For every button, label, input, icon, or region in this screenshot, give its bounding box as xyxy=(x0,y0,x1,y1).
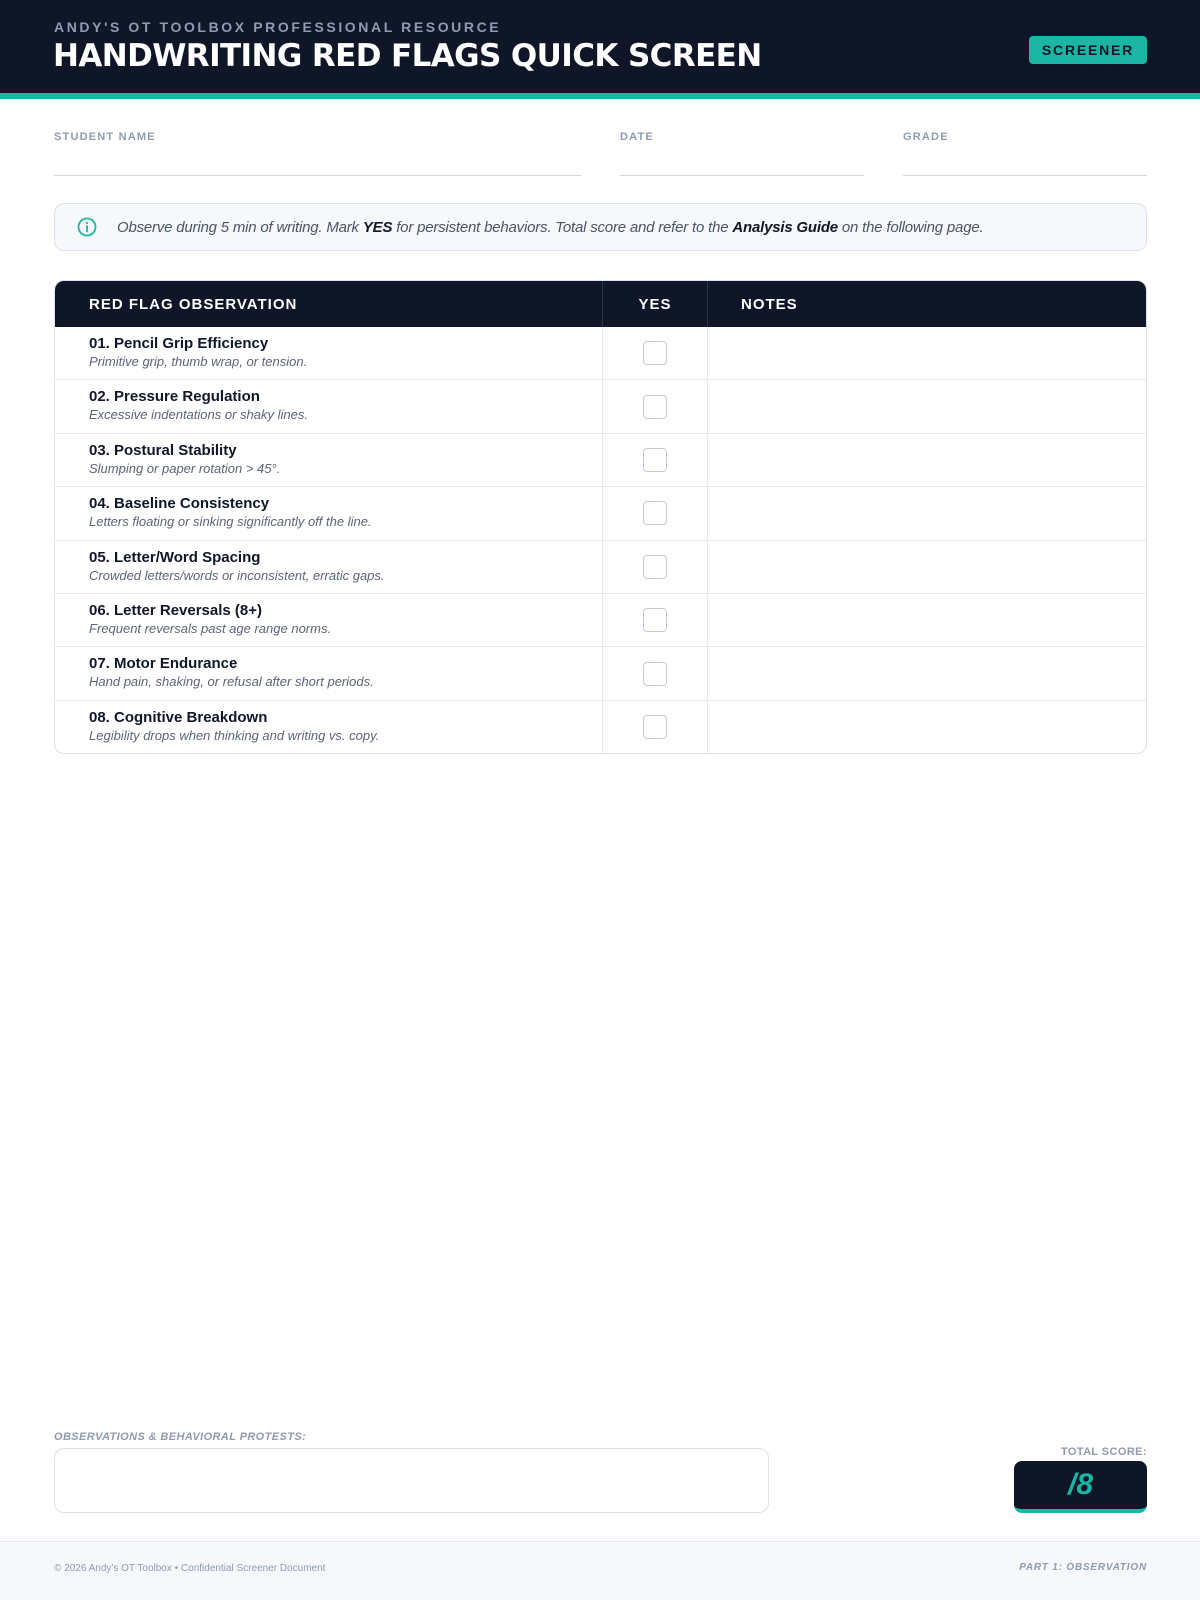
yes-checkbox[interactable] xyxy=(643,341,667,365)
observation-description: Hand pain, shaking, or refusal after short periods. xyxy=(89,674,374,690)
observation-cell xyxy=(55,541,603,593)
resource-eyebrow: ANDY'S OT TOOLBOX PROFESSIONAL RESOURCE xyxy=(54,19,502,35)
instructions-text: Observe during 5 min of writing. Mark YES for persistent behaviors. Total score and refer to the Analysis Guide on the following page. xyxy=(117,218,984,236)
observation-title: 02. Pressure Regulation xyxy=(89,388,260,406)
observation-cell xyxy=(55,594,603,646)
observation-title: 06. Letter Reversals (8+) xyxy=(89,601,263,619)
observation-description: Legibility drops when thinking and writing vs. copy. xyxy=(89,727,380,743)
notes-cell[interactable] xyxy=(708,541,1146,593)
table-row xyxy=(55,647,1146,700)
observation-cell xyxy=(55,487,603,539)
yes-checkbox[interactable] xyxy=(643,448,667,472)
footer-copyright: © 2026 Andy's OT Toolbox • Confidential Screener Document xyxy=(54,1563,326,1574)
observation-description: Crowded letters/words or inconsistent, erratic gaps. xyxy=(89,567,385,583)
yes-cell xyxy=(603,434,708,486)
info-icon xyxy=(76,216,98,238)
yes-cell xyxy=(603,327,708,379)
observation-description: Slumping or paper rotation > 45°. xyxy=(89,460,281,476)
observation-description: Excessive indentations or shaky lines. xyxy=(89,407,308,423)
notes-cell[interactable] xyxy=(708,327,1146,379)
notes-cell[interactable] xyxy=(708,434,1146,486)
page-header xyxy=(0,0,1200,99)
observation-cell xyxy=(55,647,603,699)
observation-description: Primitive grip, thumb wrap, or tension. xyxy=(89,354,308,369)
page-title: HANDWRITING RED FLAGS QUICK SCREEN xyxy=(53,38,762,74)
instructions-banner xyxy=(54,203,1147,251)
yes-checkbox[interactable] xyxy=(643,555,667,579)
footer-part-label: PART 1: OBSERVATION xyxy=(1019,1562,1147,1573)
observation-description: Frequent reversals past age range norms. xyxy=(89,620,332,636)
observation-cell xyxy=(55,380,603,432)
notes-cell[interactable] xyxy=(708,594,1146,646)
yes-checkbox[interactable] xyxy=(643,715,667,739)
observation-title: 08. Cognitive Breakdown xyxy=(89,708,268,726)
screener-badge: SCREENER xyxy=(1029,36,1147,64)
yes-cell xyxy=(603,541,708,593)
observation-description: Letters floating or sinking significantly off the line. xyxy=(89,514,372,530)
date-label: DATE xyxy=(620,131,654,143)
yes-checkbox[interactable] xyxy=(643,662,667,686)
red-flag-table xyxy=(54,280,1147,754)
observation-title: 04. Baseline Consistency xyxy=(89,495,270,513)
notes-cell[interactable] xyxy=(708,647,1146,699)
table-row xyxy=(55,487,1146,540)
notes-cell[interactable] xyxy=(708,380,1146,432)
observation-title: 05. Letter/Word Spacing xyxy=(89,548,261,566)
observation-title: 03. Postural Stability xyxy=(89,441,237,459)
observation-cell xyxy=(55,701,603,754)
table-row xyxy=(55,701,1146,754)
student-name-field[interactable] xyxy=(54,131,581,176)
total-score-box[interactable]: /8 xyxy=(1014,1461,1147,1513)
observations-label: OBSERVATIONS & BEHAVIORAL PROTESTS: xyxy=(54,1431,307,1443)
observation-cell xyxy=(55,434,603,486)
yes-cell xyxy=(603,701,708,754)
notes-cell[interactable] xyxy=(708,487,1146,539)
grade-field[interactable] xyxy=(903,131,1147,176)
table-row xyxy=(55,380,1146,433)
yes-cell xyxy=(603,647,708,699)
yes-cell xyxy=(603,380,708,432)
yes-checkbox[interactable] xyxy=(643,395,667,419)
observation-cell xyxy=(55,327,603,379)
table-row xyxy=(55,541,1146,594)
notes-column-header: NOTES xyxy=(741,295,798,313)
observation-column-header: RED FLAG OBSERVATION xyxy=(55,281,603,327)
table-header xyxy=(55,281,1146,327)
notes-cell[interactable] xyxy=(708,701,1146,754)
yes-checkbox[interactable] xyxy=(643,501,667,525)
grade-label: GRADE xyxy=(903,131,949,143)
table-row xyxy=(55,594,1146,647)
observations-box[interactable] xyxy=(54,1448,769,1513)
date-field[interactable] xyxy=(620,131,864,176)
student-name-label: STUDENT NAME xyxy=(54,131,156,143)
observation-title: 01. Pencil Grip Efficiency xyxy=(89,335,269,352)
page-footer xyxy=(0,1541,1200,1600)
yes-column-header: YES xyxy=(603,281,708,327)
table-row xyxy=(55,434,1146,487)
yes-cell xyxy=(603,487,708,539)
yes-cell xyxy=(603,594,708,646)
table-row xyxy=(55,327,1146,380)
total-score-label: TOTAL SCORE: xyxy=(1060,1446,1147,1458)
observation-title: 07. Motor Endurance xyxy=(89,655,238,673)
yes-checkbox[interactable] xyxy=(643,608,667,632)
